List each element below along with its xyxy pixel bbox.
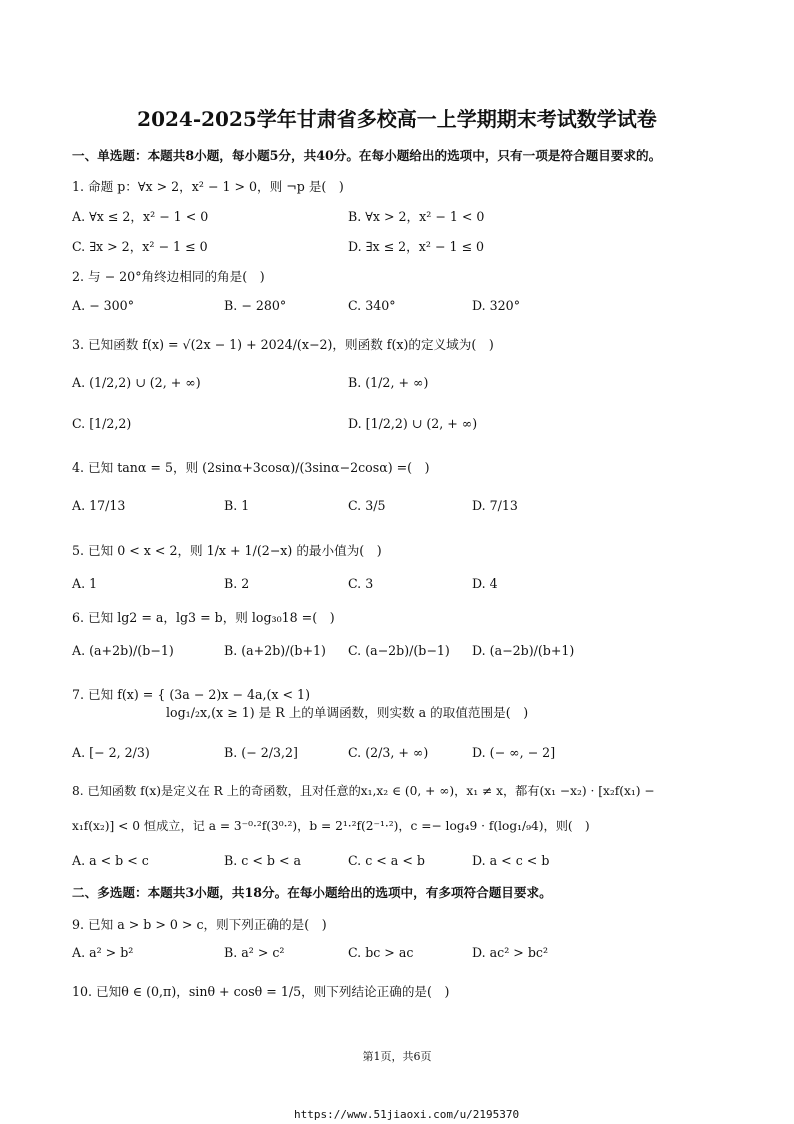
- q3-option-a: A. (1/2,2) ∪ (2, + ∞): [72, 375, 201, 390]
- q2-option-d: D. 320°: [472, 298, 520, 313]
- q5-option-a: A. 1: [72, 576, 98, 591]
- question-8-line-1: 8. 已知函数 f(x)是定义在 R 上的奇函数，且对任意的x₁,x₂ ∈ (0, + ∞)，x₁ ≠ x，都有(x₁ −x₂) · [x₂f(x₁) −: [72, 784, 655, 798]
- q6-option-d: D. (a−2b)/(b+1): [472, 643, 575, 658]
- question-1: 1. 命题 p：∀x > 2，x² − 1 > 0，则 ¬p 是( ): [72, 179, 344, 194]
- section-1-heading: 一、单选题：本题共8小题，每小题5分，共40分。在每小题给出的选项中，只有一项是符合题目要求的。: [72, 148, 662, 163]
- q8-option-c: C. c < a < b: [348, 853, 425, 868]
- question-8-line-2: x₁f(x₂)] < 0 恒成立，记 a = 3⁻⁰·²f(3⁰·²)，b = 2¹·²f(2⁻¹·²)，c =− log₄9 · f(log₁/₉4)，则( ): [72, 819, 590, 833]
- q7-option-d: D. (− ∞, − 2]: [472, 745, 556, 760]
- question-2: 2. 与 − 20°角终边相同的角是( ): [72, 269, 265, 284]
- q3-option-b: B. (1/2, + ∞): [348, 375, 429, 390]
- q3-option-c: C. [1/2,2): [72, 416, 132, 431]
- q4-option-d: D. 7/13: [472, 498, 518, 513]
- q8-option-b: B. c < b < a: [224, 853, 302, 868]
- q3-option-d: D. [1/2,2) ∪ (2, + ∞): [348, 416, 478, 431]
- section-2-heading: 二、多选题：本题共3小题，共18分。在每小题给出的选项中，有多项符合题目要求。: [72, 885, 552, 900]
- q7-option-a: A. [− 2, 2/3): [72, 745, 150, 760]
- q2-option-b: B. − 280°: [224, 298, 287, 313]
- q9-option-c: C. bc > ac: [348, 945, 414, 960]
- q7-option-b: B. (− 2/3,2]: [224, 745, 298, 760]
- page-footer: 第1页，共6页: [362, 1050, 432, 1063]
- page-title: 2024-2025学年甘肃省多校高一上学期期末考试数学试卷: [137, 107, 657, 131]
- q5-option-c: C. 3: [348, 576, 374, 591]
- q5-option-d: D. 4: [472, 576, 498, 591]
- q8-option-a: A. a < b < c: [72, 853, 149, 868]
- question-7-line-1: 7. 已知 f(x) = { (3a − 2)x − 4a,(x < 1): [72, 687, 310, 702]
- q9-option-b: B. a² > c²: [224, 945, 285, 960]
- q2-option-a: A. − 300°: [72, 298, 134, 313]
- q8-option-d: D. a < c < b: [472, 853, 550, 868]
- q9-option-a: A. a² > b²: [72, 945, 134, 960]
- q1-option-a: A. ∀x ≤ 2，x² − 1 < 0: [72, 209, 209, 224]
- q9-option-d: D. ac² > bc²: [472, 945, 548, 960]
- q6-option-c: C. (a−2b)/(b−1): [348, 643, 450, 658]
- q5-option-b: B. 2: [224, 576, 250, 591]
- question-7-line-2: log₁/₂x,(x ≥ 1) 是 R 上的单调函数，则实数 a 的取值范围是( ): [166, 705, 529, 720]
- question-9: 9. 已知 a > b > 0 > c，则下列正确的是( ): [72, 917, 327, 932]
- question-10: 10. 已知θ ∈ (0,π)，sinθ + cosθ = 1/5，则下列结论正确的是( ): [72, 984, 450, 999]
- q4-option-c: C. 3/5: [348, 498, 386, 513]
- watermark-url: https://www.51jiaoxi.com/u/2195370: [294, 1108, 520, 1121]
- q1-option-c: C. ∃x > 2，x² − 1 ≤ 0: [72, 239, 208, 254]
- q6-option-a: A. (a+2b)/(b−1): [72, 643, 174, 658]
- q1-option-d: D. ∃x ≤ 2，x² − 1 ≤ 0: [348, 239, 485, 254]
- q4-option-a: A. 17/13: [72, 498, 126, 513]
- question-5: 5. 已知 0 < x < 2，则 1/x + 1/(2−x) 的最小值为( ): [72, 543, 382, 558]
- question-3: 3. 已知函数 f(x) = √(2x − 1) + 2024/(x−2)，则函数 f(x)的定义域为( ): [72, 337, 494, 352]
- q2-option-c: C. 340°: [348, 298, 396, 313]
- q4-option-b: B. 1: [224, 498, 250, 513]
- question-4: 4. 已知 tanα = 5，则 (2sinα+3cosα)/(3sinα−2cosα) =( ): [72, 460, 430, 475]
- question-6: 6. 已知 lg2 = a，lg3 = b，则 log₃₀18 =( ): [72, 610, 335, 625]
- q7-option-c: C. (2/3, + ∞): [348, 745, 429, 760]
- q6-option-b: B. (a+2b)/(b+1): [224, 643, 326, 658]
- q1-option-b: B. ∀x > 2，x² − 1 < 0: [348, 209, 485, 224]
